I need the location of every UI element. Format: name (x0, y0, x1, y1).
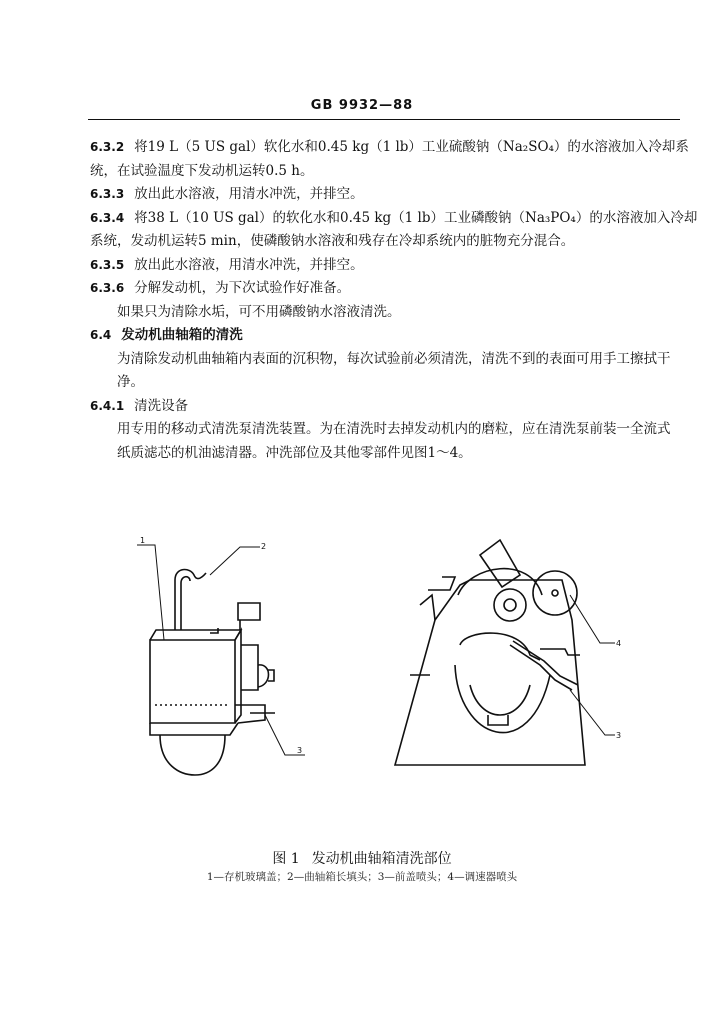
section-number: 6.3.6 (90, 281, 125, 295)
section-6-3-5 (90, 254, 678, 278)
section-6-3-4-line2: 系统，发动机运转5 min，使磷酸钠水溶液和残存在冷却系统内的脏物充分混合。 (90, 233, 575, 249)
section-6-3-6 (90, 277, 678, 301)
section-6-4-1-paragraph: 用专用的移动式清洗泵清洗装置。为在清洗时去掉发动机内的磨粒，应在清洗泵前装一全流式纸质滤芯的机油滤清器。冲洗部位及其他零部件见图1～4。 (117, 421, 671, 461)
section-text: 放出此水溶液，用清水冲洗，并排空。 (134, 186, 364, 202)
crankcase-front-view (395, 540, 585, 765)
document-header: GB 9932—88 (310, 98, 414, 113)
section-number: 6.3.5 (90, 257, 125, 272)
section-text: 将19 L（5 US gal）软化水和0.45 kg（1 lb）工业硫酸钠（Na₂SO₄）的水溶液加入冷却系 (134, 139, 689, 155)
callout-1: 1 (140, 536, 146, 545)
crankcase-side-view (150, 570, 275, 775)
callout-3-right: 3 (616, 731, 622, 740)
header-rule (88, 119, 680, 120)
section-number: 6.4 (90, 328, 112, 342)
section-text: 分解发动机，为下次试验作好准备。 (134, 280, 351, 296)
figure-number: 图 1 (272, 851, 300, 867)
section-6-4-paragraph: 为清除发动机曲轴箱内表面的沉积物，每次试验前必须清洗，清洗不到的表面可用手工擦拭干净。 (117, 350, 671, 390)
section-title: 清洗设备 (134, 397, 189, 414)
figure-1 (110, 525, 650, 795)
callout-3-left: 3 (297, 746, 303, 755)
figure-title: 发动机曲轴箱清洗部位 (311, 851, 452, 867)
engine-drawing (110, 525, 650, 795)
section-6-4-1-heading (90, 395, 678, 419)
figure-legend: 1—存机玻璃盖；2—曲轴箱长填头；3—前盖喷头；4—调速器喷头 (206, 871, 518, 883)
section-number: 6.4.1 (90, 398, 125, 413)
section-6-3-4-line1 (90, 207, 698, 231)
section-number: 6.3.2 (90, 140, 125, 154)
section-6-3-3 (90, 183, 678, 207)
section-number: 6.3.4 (90, 210, 125, 225)
section-6-4-heading (90, 324, 678, 348)
section-6-3-2-line1 (90, 136, 689, 160)
callout-4: 4 (616, 639, 622, 648)
callout-2: 2 (261, 542, 267, 551)
section-text: 将38 L（10 US gal）的软化水和0.45 kg（1 lb）工业磷酸钠（Na₃PO₄）的水溶液加入冷却 (134, 209, 698, 226)
section-number: 6.3.3 (90, 187, 125, 201)
section-6-3-2-line2: 统，在试验温度下发动机运转0.5 h。 (90, 162, 314, 179)
body-text (90, 136, 698, 465)
section-text: 放出此水溶液，用清水冲洗，并排空。 (134, 256, 364, 273)
section-title: 发动机曲轴箱的清洗 (121, 327, 243, 343)
note-scale-removal: 如果只为清除水垢，可不用磷酸钠水溶液清洗。 (117, 303, 401, 320)
figure-caption (0, 848, 724, 868)
